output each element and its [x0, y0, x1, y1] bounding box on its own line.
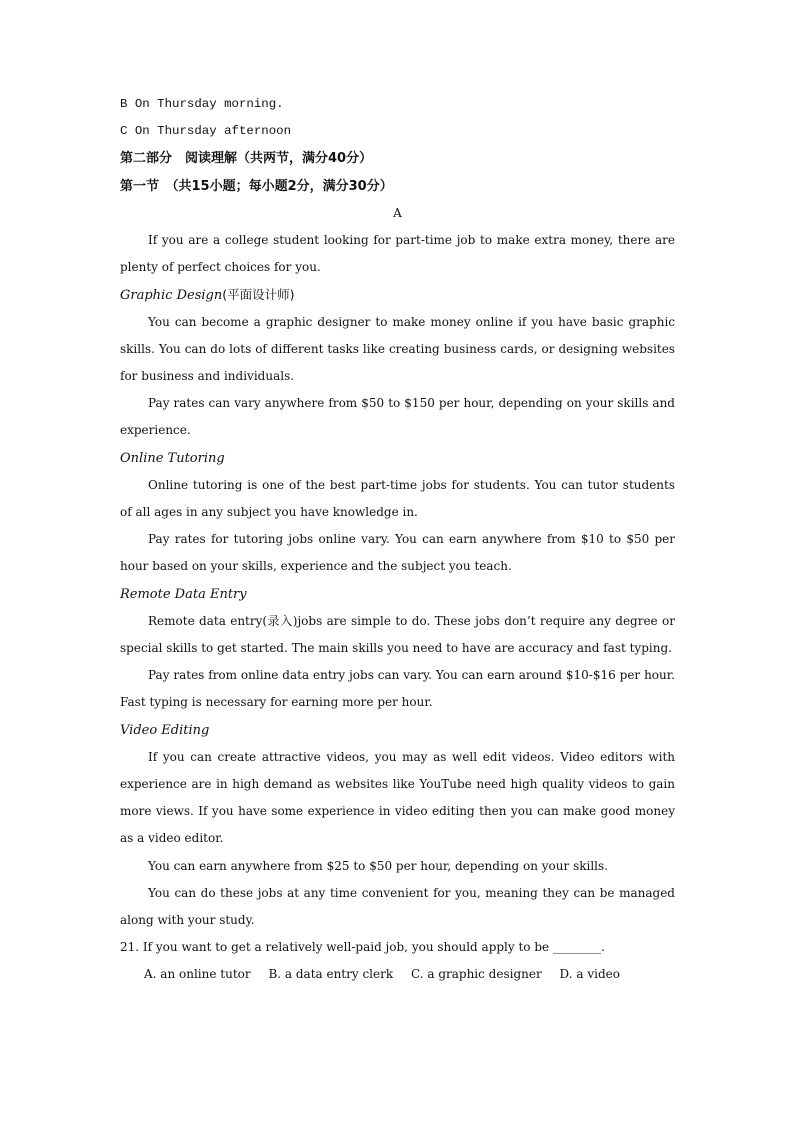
- online-tutoring-paragraph-1: Online tutoring is one of the best part-time jobs for students. You can tutor students of all ages in any subject you have knowledge in.: [120, 477, 675, 519]
- graphic-design-title: Graphic Design: [120, 288, 223, 304]
- passage-label: A: [393, 205, 402, 220]
- passage-intro: [120, 227, 675, 281]
- graphic-design-heading: [120, 281, 675, 308]
- video-editing-section: [120, 744, 675, 934]
- graphic-design-paragraph-2: Pay rates can vary anywhere from $50 to $150 per hour, depending on your skills and experience.: [120, 396, 675, 438]
- graphic-design-paragraph-1: You can become a graphic designer to make money online if you have basic graphic skills. You can do lots of different tasks like creating business cards, or designing websites for business and individuals.: [120, 314, 675, 383]
- graphic-design-title-cn: (平面设计师): [222, 287, 295, 303]
- question-21-option-a: A. an online tutor: [144, 967, 251, 982]
- listening-option-c: C On Thursday afternoon: [120, 124, 292, 139]
- remote-data-entry-paragraph-1: Remote data entry(录入)jobs are simple to do. These jobs don’t require any degree or special skills to get started. The main skills you need to have are accuracy and fast typing.: [120, 613, 675, 655]
- remote-data-entry-paragraph-2: Pay rates from online data entry jobs can vary. You can earn around $10-$16 per hour. Fast typing is necessary for earning more per hour.: [120, 668, 675, 710]
- question-21-stem: 21. If you want to get a relatively well-paid job, you should apply to be ________.: [120, 940, 605, 955]
- page-content: [120, 91, 675, 989]
- remote-data-entry-section: [120, 608, 675, 717]
- video-editing-title: Video Editing: [120, 722, 210, 738]
- online-tutoring-section: [120, 472, 675, 581]
- question-21-option-b: B. a data entry clerk: [268, 967, 394, 982]
- video-editing-paragraph-3: You can do these jobs at any time convenient for you, meaning they can be managed along with your study.: [120, 885, 675, 927]
- listening-option-b: B On Thursday morning.: [120, 97, 284, 111]
- question-21-option-d: D. a video: [559, 967, 620, 982]
- subsection-title: 第一节 （共15小题；每小题2分，满分30分）: [120, 178, 393, 194]
- intro-paragraph: If you are a college student looking for part-time job to make extra money, there are plenty of perfect choices for you.: [120, 232, 675, 275]
- remote-data-entry-title: Remote Data Entry: [120, 586, 247, 602]
- part-title: 第二部分 阅读理解（共两节，满分40分）: [120, 151, 373, 167]
- question-21-options: [120, 961, 675, 988]
- graphic-design-section: [120, 309, 675, 445]
- video-editing-paragraph-2: You can earn anywhere from $25 to $50 per hour, depending on your skills.: [148, 858, 608, 873]
- online-tutoring-paragraph-2: Pay rates for tutoring jobs online vary. You can earn anywhere from $10 to $50 per hour based on your skills, experience and the subject you teach.: [120, 532, 675, 574]
- video-editing-paragraph-1: If you can create attractive videos, you may as well edit videos. Video editors with experience are in high demand as websites like YouTube need high quality videos to gain more views. If you have some experience in video editing then you can make good money as a video editor.: [120, 749, 675, 846]
- question-21-option-c: C. a graphic designer: [410, 967, 542, 982]
- online-tutoring-title: Online Tutoring: [120, 450, 225, 466]
